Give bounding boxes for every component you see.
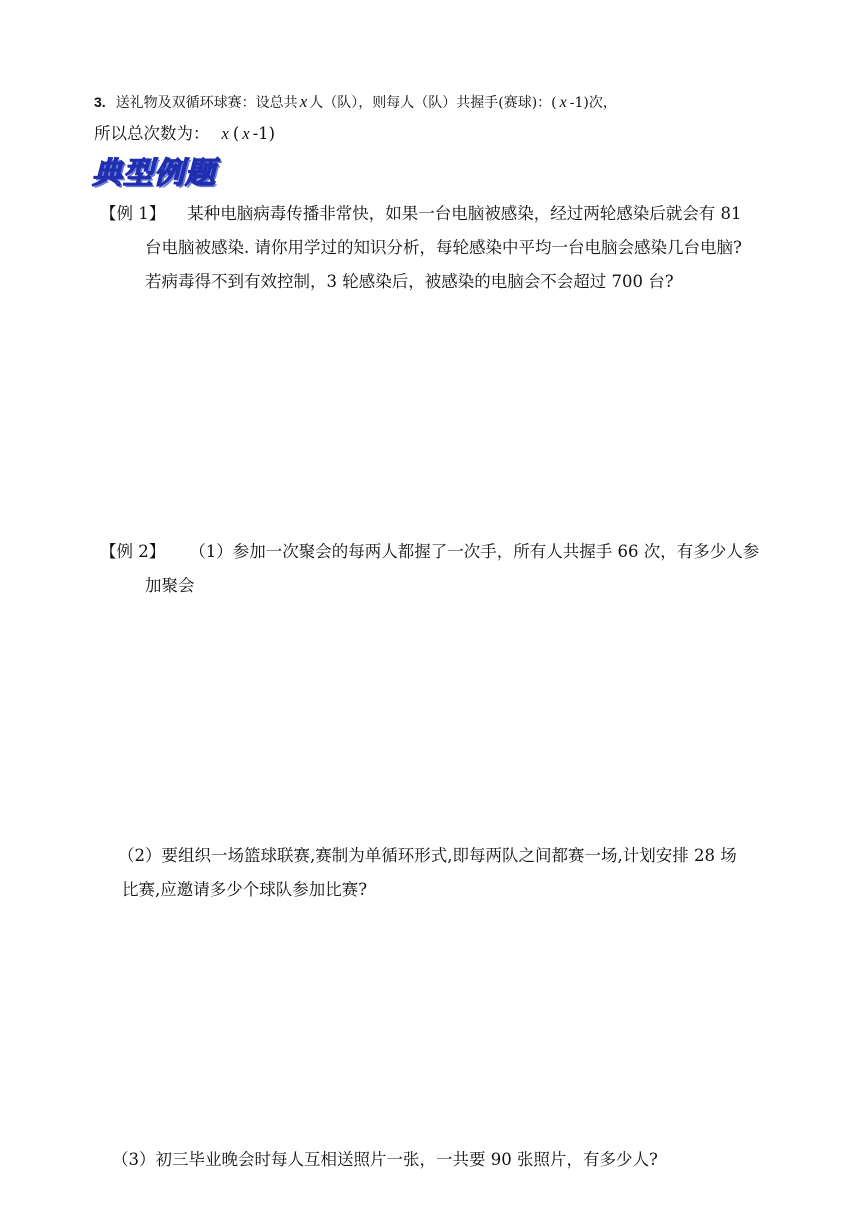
example2-line-1 [100, 542, 759, 562]
variable-x: x [559, 94, 567, 111]
example2-part1-text-1: （1）参加一次聚会的每两人都握了一次手，所有人共握手 66 次，有多少人参 [189, 542, 760, 561]
example2-part2-line-2 [122, 880, 367, 900]
intro-paren: ( [232, 124, 240, 143]
variable-x: x [242, 124, 250, 143]
example2-line-2 [145, 576, 195, 596]
example1-line-1 [100, 204, 742, 224]
intro-text-b: 人（队），则每人（队）共握手(赛球)：( [309, 95, 557, 111]
variable-x: x [221, 124, 229, 143]
example2-part1-text-2: 加聚会 [145, 576, 195, 595]
item-number: 3. [94, 94, 106, 110]
intro-minus-one: -1) [252, 124, 276, 143]
intro-line-2 [94, 124, 275, 144]
example1-text-1: 某种电脑病毒传播非常快，如果一台电脑被感染，经过两轮感染后就会有 81 [187, 204, 742, 223]
example2-part2-text-1: （2）要组织一场篮球联赛,赛制为单循环形式,即每两队之间都赛一场,计划安排 28 场 [118, 846, 737, 865]
intro-line-1 [94, 92, 617, 113]
intro-text-a: 送礼物及双循环球赛：设总共 [115, 95, 298, 111]
example1-text-3: 若病毒得不到有效控制，3 轮感染后，被感染的电脑会不会超过 700 台? [145, 272, 674, 291]
example1-line-2 [145, 238, 742, 258]
example2-part2-text-2: 比赛,应邀请多少个球队参加比赛? [122, 880, 368, 899]
intro-text-c: -1)次， [569, 95, 617, 111]
example2-part2-line-1 [118, 846, 737, 866]
variable-x: x [299, 92, 308, 111]
example2-tag: 【例 2】 [100, 542, 166, 561]
intro-total-label: 所以总次数为： [94, 124, 210, 143]
example2-part3-line-1 [112, 1150, 658, 1170]
section-heading: 典型例题 [92, 156, 216, 191]
example1-line-3 [145, 272, 674, 292]
example1-text-2: 台电脑被感染. 请你用学过的知识分析，每轮感染中平均一台电脑会感染几台电脑? [145, 238, 742, 257]
example1-tag: 【例 1】 [100, 204, 166, 223]
example2-part3-text-1: （3）初三毕业晚会时每人互相送照片一张，一共要 90 张照片，有多少人? [112, 1150, 658, 1169]
